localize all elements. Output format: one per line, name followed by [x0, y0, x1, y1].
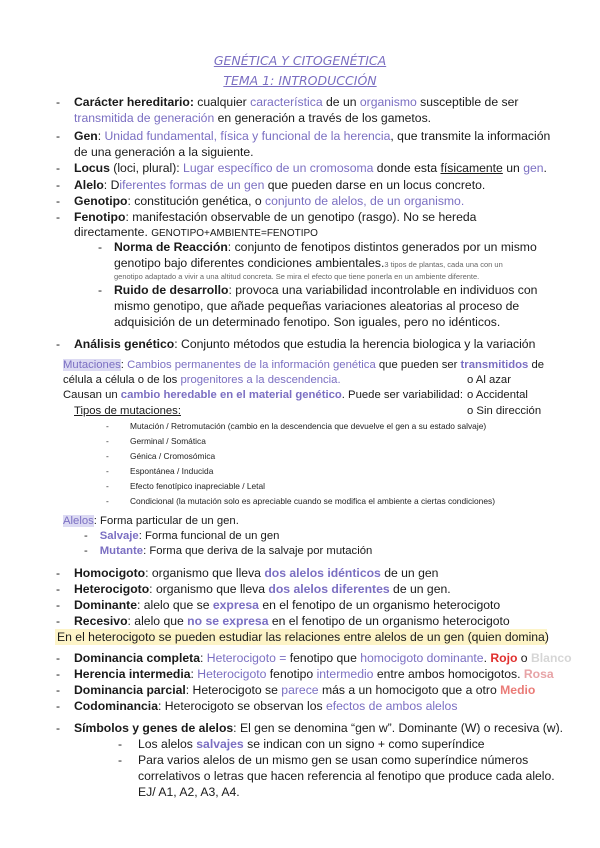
mutaciones-term: Mutaciones	[63, 359, 121, 371]
variabilidad-accidental: o Accidental	[467, 389, 528, 401]
term: Carácter hereditario:	[74, 95, 194, 109]
simbolos-ejemplo: EJ/ A1, A2, A3, A4.	[138, 785, 240, 799]
alelos-line: Alelos: Forma particular de un gen.	[63, 515, 239, 527]
alelo-mutante: - Mutante: Forma que deriva de la salvaje por mutación	[84, 545, 373, 557]
doc-subtitle: TEMA 1: INTRODUCCIÓN	[223, 73, 377, 88]
tipos-mutaciones-heading: Tipos de mutaciones:	[74, 405, 181, 417]
def-ruido-cont2: adquisición de un determinado fenotipo. Son iguales, pero no idénticos.	[114, 315, 501, 329]
alelos-term: Alelos	[63, 515, 94, 527]
formula: GENOTIPO+AMBIENTE=FENOTIPO	[151, 228, 318, 239]
def-norma-note: genotipo adaptado a vivir a una altitud concreta. Se mira el efecto que tiene ponerla en un ambiente diferente.	[114, 272, 480, 281]
alelo-salvaje: - Salvaje: Forma funcional de un gen	[84, 530, 280, 542]
simbolos-varios-cont: correlativos o letras que hacen referencia al fenotipo que produce cada alelo.	[138, 769, 555, 783]
mutaciones-line2: célula a célula o de los progenitores a la descendencia.	[63, 374, 341, 386]
document-page: GENÉTICA Y CITOGENÉTICA TEMA 1: INTRODUCCIÓN - Carácter hereditario: cualquier característica de un organismo susceptible de ser transmitida de generación en generación a través de los gametos. - Gen: Unidad fundamental, física y funcional de la herencia, que transmite la información de una generación a la siguiente. - Locus (loci, plural): Lugar específico de un cromosoma donde esta físicamente un gen. - Alelo: Diferentes formas de un gen que pueden darse en un locus concreto. - Genotipo: constitución genética, o conjunto de alelos, de un organismo. - Fenotipo: manifestación observable de un genotipo (rasgo). No se hereda directamente. GENOTIPO+AMBIENTE=FENOTIPO - Norma de Reacción: conjunto de fenotipos distintos generados por un mismo genotipo bajo diferentes condiciones ambientales.3 tipos de plantas, cada una con un genotipo adaptado a vivir a una altitud concreta. Se mira el efecto que tiene ponerla en un ambiente diferente. - Ruido de desarrollo: provoca una variabilidad incontrolable en individuos con mismo genotipo, que añade pequeñas variaciones aleatorias al proceso de adquisición de un determinado fenotipo. Son iguales, pero no idénticos. - Análisis genético: Conjunto métodos que estudia la herencia biologica y la variación Mutaciones: Cambios permanentes de la información genética que pueden ser transmitidos de célula a célula o de los progenitores a la descendencia. o Al azar Causan un cambio heredable en el material genético. Puede ser variabilidad: o Accidental Tipos de mutaciones: o Sin dirección - Mutación / Retromutación (cambio en la descendencia que devuelve el gen a su estado salvaje) - Germinal / Somática - Génica / Cromosómica - Espontánea / Inducida - Efecto fenotípico inapreciable / Letal - Condicional (la mutación solo es apreciable cuando se modifica el ambiente a ciertas condiciones) Alelos: Forma particular de un gen. - Salvaje: Forma funcional de un gen - Mutante: Forma que deriva de la salvaje por mutación - Homocigoto: organismo que lleva dos alelos idénticos de un gen - Heterocigoto: organismo que lleva dos alelos diferentes de un gen. - Dominante: alelo que se expresa en el fenotipo de un organismo heterocigoto - Recesivo: alelo que no se expresa en el fenotipo de un organismo heterocigoto En el heterocigoto se pueden estudiar las relaciones entre alelos de un gen (quien domina) - Dominancia completa: Heterocigoto = fenotipo que homocigoto dominante. Rojo o Blanco - Herencia intermedia: Heterocigoto fenotipo intermedio entre ambos homocigotos. Rosa - Dominancia parcial: Heterocigoto se parece más a un homocigoto que a otro Medio - Codominancia: Heterocigoto se observan los efectos de ambos alelos - Símbolos y genes de alelos: El gen se denomina “gen w”. Dominante (W) o recesiva (w). - Los alelos salvajes se indican con un signo + como superíndice - Para varios alelos de un mismo gen se usan como superíndice números correlativos o letras que hacen referencia al fenotipo que produce cada alelo. EJ/ A1, A2, A3, A4.	[0, 0, 600, 848]
highlight-note: En el heterocigoto se pueden estudiar las relaciones entre alelos de un gen (quien domina)	[57, 630, 549, 644]
mutaciones-line3: Causan un cambio heredable en el material genético. Puede ser variabilidad:	[63, 389, 463, 401]
doc-title: GENÉTICA Y CITOGENÉTICA	[213, 53, 387, 68]
variabilidad-azar: o Al azar	[467, 374, 511, 386]
mutaciones-line1: Mutaciones: Cambios permanentes de la información genética que pueden ser transmitidos de	[63, 359, 545, 371]
def-norma-cont: genotipo bajo diferentes condiciones ambientales.3 tipos de plantas, cada una con un	[114, 256, 503, 270]
def-ruido-cont1: mismo genotipo, que añade pequeñas variaciones aleatorias al proceso de	[114, 299, 520, 313]
variabilidad-sin-direccion: o Sin dirección	[467, 405, 542, 417]
